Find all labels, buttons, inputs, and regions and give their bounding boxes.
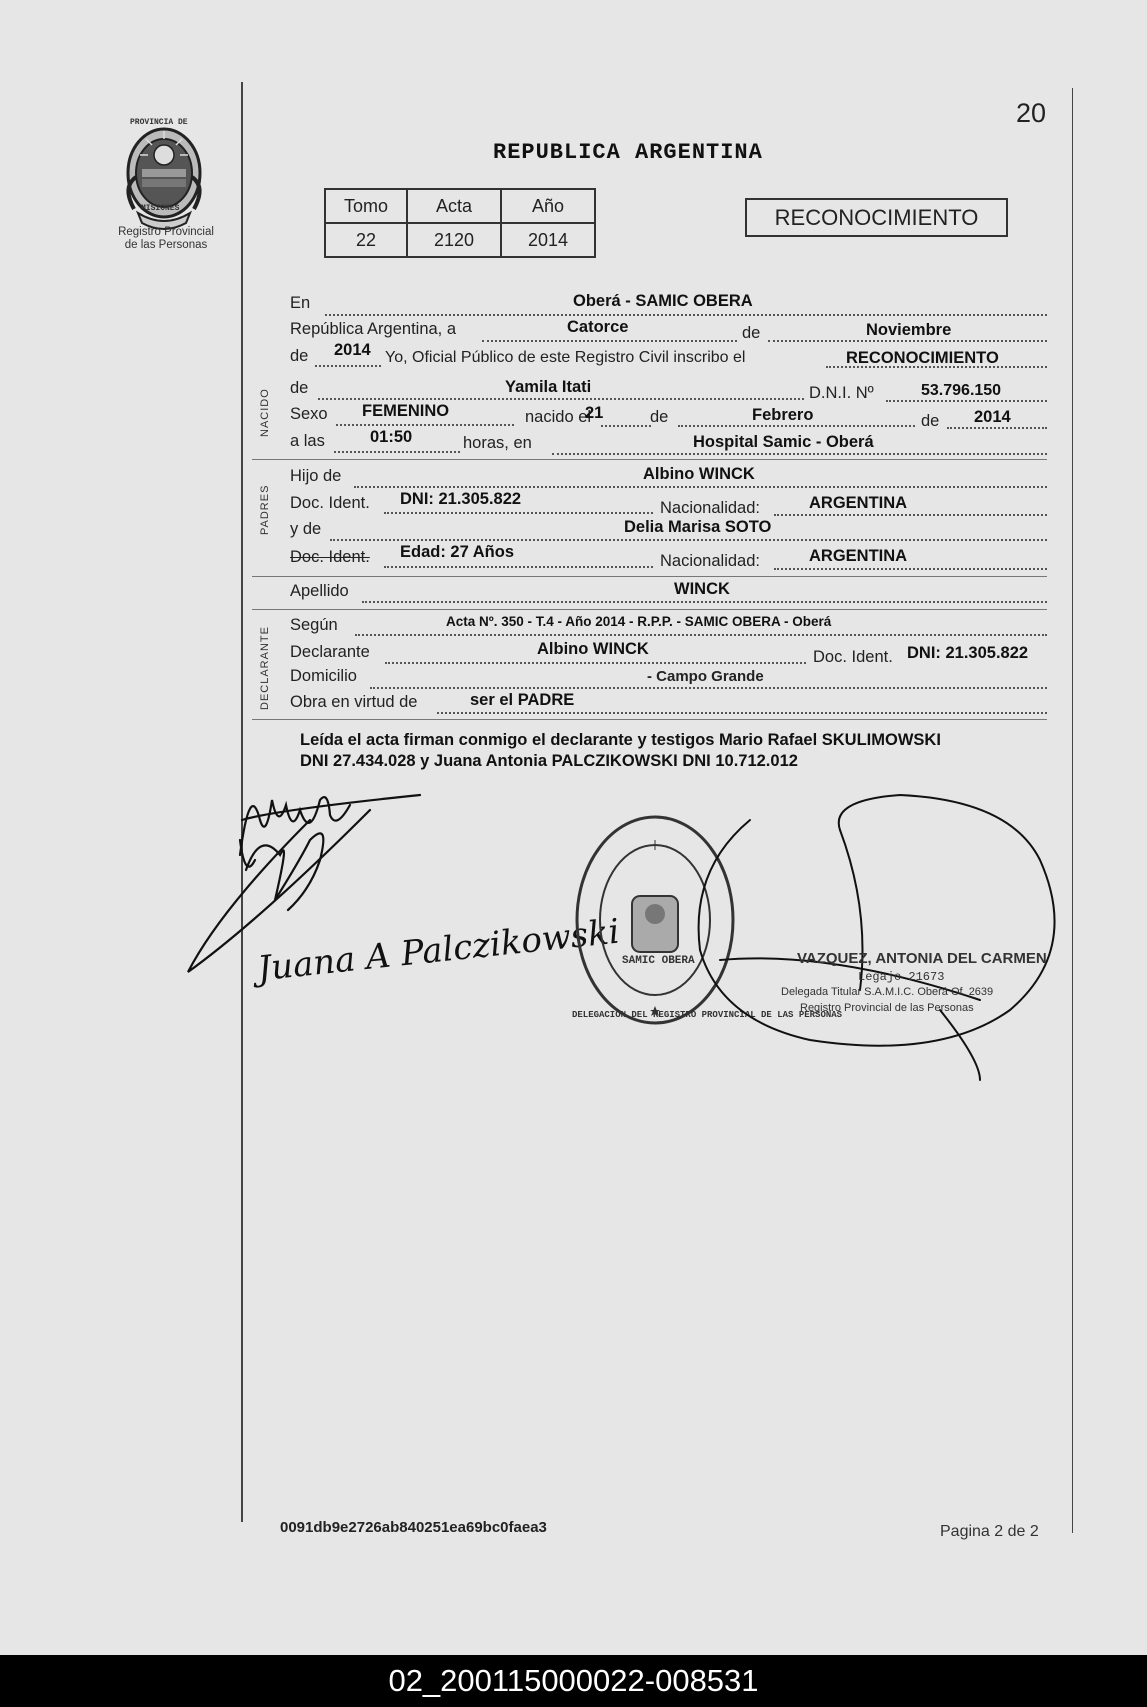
registry-line2: de las Personas — [124, 239, 208, 251]
dotted-line — [601, 425, 651, 427]
nacido-label: nacido el — [525, 408, 592, 426]
dotted-line — [384, 512, 653, 514]
madre-doc: Edad: 27 Años — [400, 543, 514, 561]
horas-label: horas, en — [463, 434, 532, 452]
image-caption: 02_200115000022-008531 — [0, 1655, 1147, 1707]
en-value: Oberá - SAMIC OBERA — [573, 292, 753, 310]
doc2-label: Doc. Ident. — [290, 548, 370, 566]
witness-handwriting: Juana A Palczikowski — [255, 911, 622, 990]
section-divider — [252, 609, 1047, 610]
dni-label: D.N.I. Nº — [809, 384, 874, 402]
official-name: VAZQUEZ, ANTONIA DEL CARMEN — [797, 950, 1047, 967]
madre-value: Delia Marisa SOTO — [624, 518, 772, 536]
seal-text-top: PROVINCIA DE — [130, 118, 188, 127]
acta-header: Acta — [407, 189, 501, 223]
nac-dia: 21 — [585, 404, 604, 422]
yo-text: Yo, Oficial Público de este Registro Civil inscribo el — [385, 349, 746, 366]
de2-label: de — [290, 347, 309, 365]
dotted-line — [315, 365, 381, 367]
leida-line2: DNI 27.434.028 y Juana Antonia PALCZIKOWSKI DNI 10.712.012 — [300, 752, 798, 770]
tomo-value: 22 — [325, 223, 407, 257]
madre-nac: ARGENTINA — [809, 547, 908, 565]
page-number: 20 — [1016, 98, 1047, 128]
leida-line1: Leída el acta firman conmigo el declarante y testigos Mario Rafael SKULIMOWSKI — [300, 731, 941, 749]
dotted-line — [768, 340, 1047, 342]
side-label-nacido: NACIDO — [259, 388, 271, 437]
dotted-line — [330, 539, 1047, 541]
en-label: En — [290, 294, 311, 312]
anio-header: Año — [501, 189, 595, 223]
dotted-line — [678, 425, 915, 427]
dotted-line — [354, 486, 1047, 488]
nac-label: Nacionalidad: — [660, 499, 760, 517]
witness-signature — [255, 905, 622, 1005]
dotted-line — [437, 712, 1047, 714]
dotted-line — [325, 314, 1047, 316]
obra-label: Obra en virtud de — [290, 693, 418, 711]
padre-value: Albino WINCK — [643, 465, 755, 483]
padre-doc: DNI: 21.305.822 — [400, 490, 522, 508]
acto-value: RECONOCIMIENTO — [846, 349, 999, 367]
registry-name — [98, 226, 234, 252]
padre-nac: ARGENTINA — [809, 494, 908, 512]
official-cargo: Delegada Titular S.A.M.I.C. Oberá Of. 2639 — [781, 986, 994, 998]
country-title: REPUBLICA ARGENTINA — [493, 140, 763, 165]
declarante-doc: DNI: 21.305.822 — [907, 644, 1029, 662]
anio-value: 2014 — [501, 223, 595, 257]
dotted-line — [385, 662, 806, 664]
document-hash: 0091db9e2726ab840251ea69bc0faea3 — [280, 1519, 547, 1536]
section-divider — [252, 719, 1047, 720]
obra-value: ser el PADRE — [470, 691, 575, 709]
side-label-padres: PADRES — [259, 484, 271, 535]
dotted-line — [336, 424, 514, 426]
stamp-inner-text: SAMIC OBERA — [622, 955, 695, 967]
de-label: de — [742, 324, 761, 342]
official-registro: Registro Provincial de las Personas — [800, 1002, 974, 1014]
yde-label: y de — [290, 520, 322, 538]
dotted-line — [355, 634, 1047, 636]
dotted-line — [384, 566, 653, 568]
dotted-line — [774, 568, 1047, 570]
dotted-line — [552, 453, 1047, 455]
doc-label: Doc. Ident. — [290, 494, 370, 512]
section-divider — [252, 576, 1047, 577]
side-label-declarante: DECLARANTE — [259, 626, 271, 710]
sexo-label: Sexo — [290, 405, 328, 423]
anio-value: 2014 — [334, 341, 371, 359]
lugar-value: Hospital Samic - Oberá — [693, 433, 874, 451]
rep-label: República Argentina, a — [290, 320, 457, 338]
official-legajo: Legajo 21673 — [858, 970, 945, 984]
dotted-line — [318, 398, 804, 400]
dotted-line — [947, 427, 1047, 429]
record-type-box: RECONOCIMIENTO — [745, 198, 1008, 237]
nac-anio: 2014 — [974, 408, 1011, 426]
stamp-ring-text: DELEGACION DEL REGISTRO PROVINCIAL DE LAS PERSONAS — [572, 1010, 843, 1020]
dotted-line — [334, 451, 460, 453]
dotted-line — [886, 400, 1047, 402]
tomo-header: Tomo — [325, 189, 407, 223]
page-indicator: Pagina 2 de 2 — [940, 1523, 1039, 1540]
official-signature — [680, 790, 1080, 1090]
doc3-label: Doc. Ident. — [813, 648, 893, 666]
dni-value: 53.796.150 — [921, 382, 1002, 399]
apellido-label: Apellido — [290, 582, 349, 600]
section-divider — [252, 459, 1047, 460]
sexo-value: FEMENINO — [362, 402, 450, 420]
apellido-value: WINCK — [674, 580, 730, 598]
registry-line1: Registro Provincial — [118, 226, 214, 238]
dia-value: Catorce — [567, 318, 629, 336]
provincial-seal-icon — [112, 117, 216, 235]
nombre-value: Yamila Itati — [505, 378, 592, 396]
mes-value: Noviembre — [866, 321, 952, 339]
declarante-label: Declarante — [290, 643, 370, 661]
seal-text-bottom: MISIONES — [141, 204, 180, 213]
nac2-label: Nacionalidad: — [660, 552, 760, 570]
alas-label: a las — [290, 432, 325, 450]
dotted-line — [482, 340, 737, 342]
dotted-line — [370, 687, 1047, 689]
segun-label: Según — [290, 616, 338, 634]
domicilio-label: Domicilio — [290, 667, 357, 685]
hora-value: 01:50 — [370, 428, 413, 446]
domicilio-value: - Campo Grande — [647, 668, 764, 685]
tomo-acta-table — [324, 188, 596, 258]
declarante-value: Albino WINCK — [537, 640, 649, 658]
de3-label: de — [290, 379, 309, 397]
segun-value: Acta Nº. 350 - T.4 - Año 2014 - R.P.P. - SAMIC OBERA - Oberá — [446, 614, 832, 629]
de5-label: de — [921, 412, 940, 430]
hijo-label: Hijo de — [290, 467, 342, 485]
nac-mes: Febrero — [752, 406, 814, 424]
dotted-line — [774, 514, 1047, 516]
dotted-line — [362, 601, 1047, 603]
acta-value: 2120 — [407, 223, 501, 257]
de4-label: de — [650, 408, 669, 426]
